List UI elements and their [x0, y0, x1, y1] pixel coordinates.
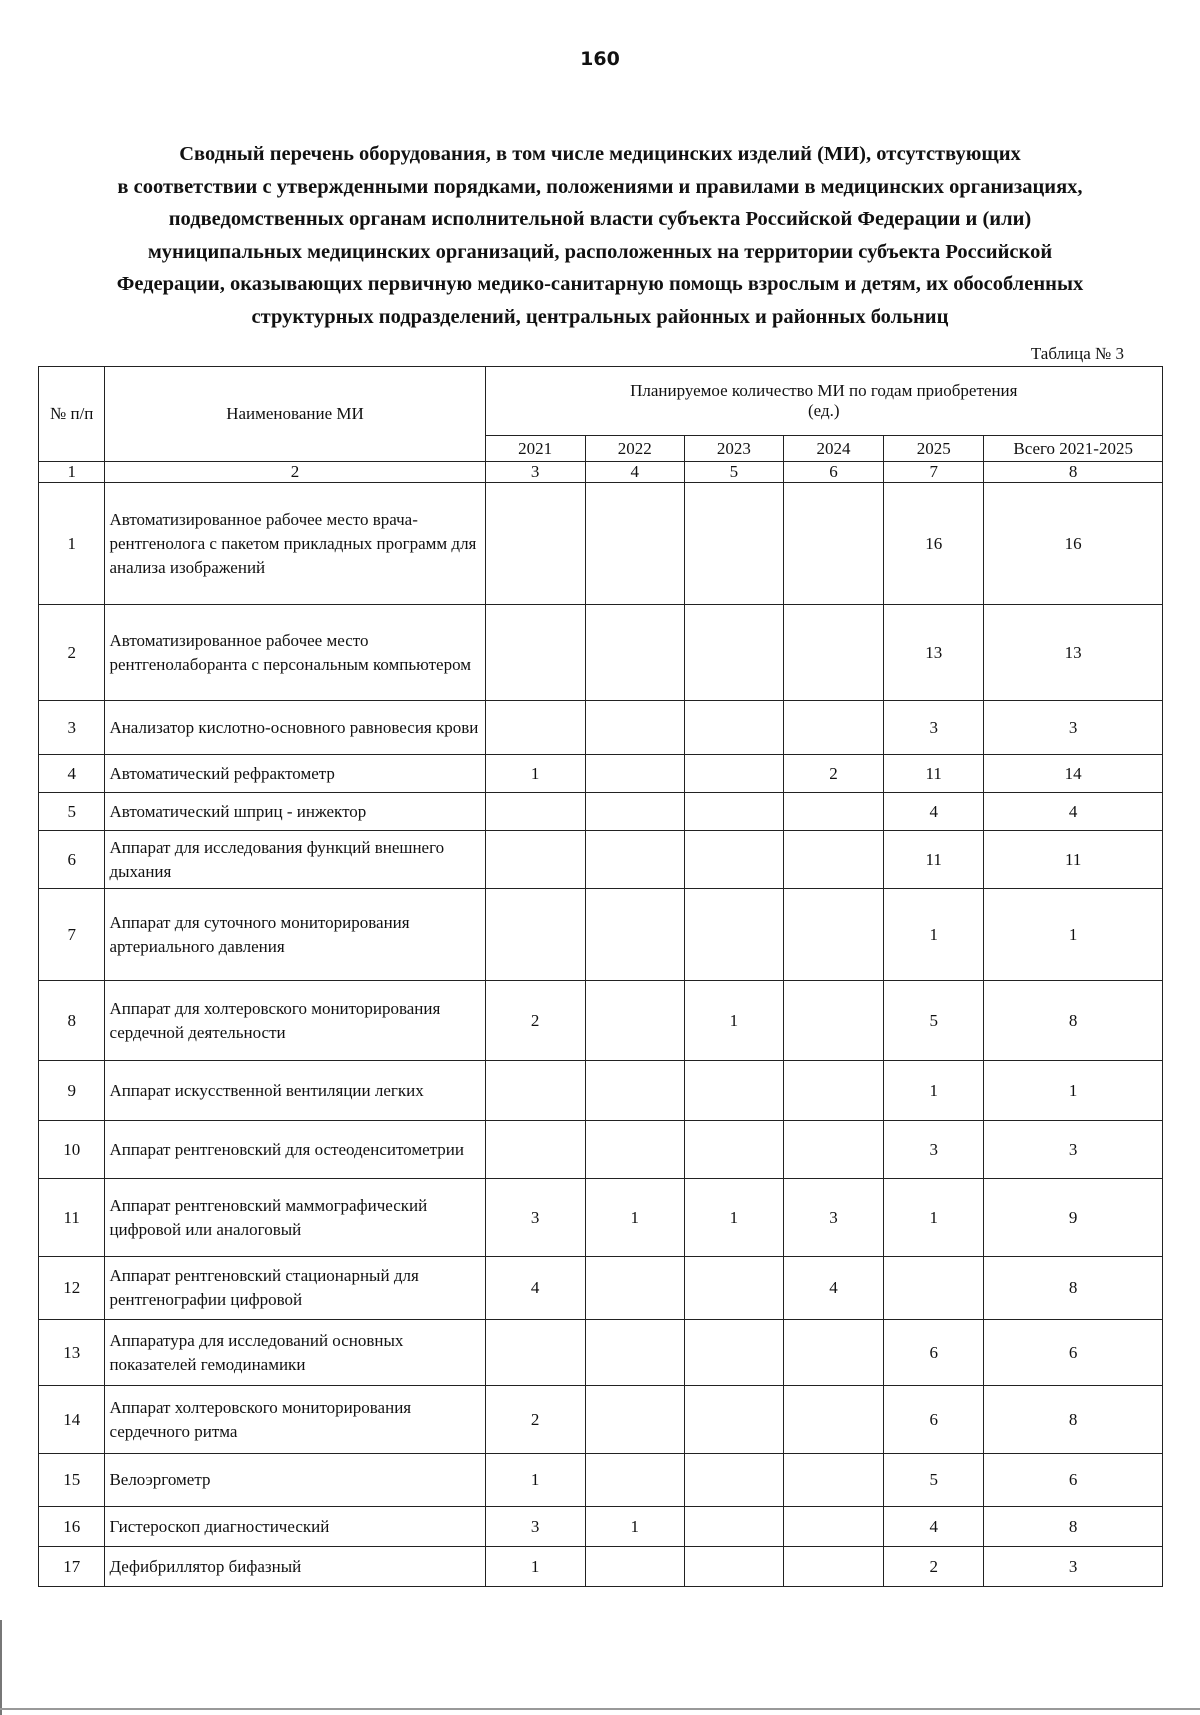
- table-row: [39, 755, 1163, 793]
- equipment-name: Автоматизированное рабочее место рентгенолаборанта с персональным компьютером: [105, 605, 485, 701]
- table-row: [39, 1454, 1163, 1507]
- quantity-2024: [783, 1320, 883, 1386]
- row-number: 13: [39, 1320, 105, 1386]
- row-number: 5: [39, 793, 105, 831]
- title-line: структурных подразделений, центральных районных и районных больниц: [251, 305, 949, 328]
- table-row: [39, 831, 1163, 889]
- quantity-2021: 3: [485, 1507, 585, 1547]
- header-year: 2024: [783, 436, 883, 462]
- scan-edge-bottom: [0, 1708, 1200, 1710]
- quantity-2024: [783, 701, 883, 755]
- quantity-2023: [684, 1061, 783, 1121]
- quantity-2023: [684, 831, 783, 889]
- total-quantity: 4: [984, 793, 1163, 831]
- scan-edge-left: [0, 1620, 2, 1715]
- quantity-2025: 11: [884, 755, 984, 793]
- total-quantity: 8: [984, 1257, 1163, 1320]
- equipment-table: [38, 366, 1163, 1587]
- equipment-name: Дефибриллятор бифазный: [105, 1547, 485, 1587]
- quantity-2022: [585, 889, 684, 981]
- column-number: 4: [585, 462, 684, 483]
- quantity-2021: 1: [485, 1454, 585, 1507]
- quantity-2024: 4: [783, 1257, 883, 1320]
- quantity-2023: [684, 701, 783, 755]
- quantity-2022: [585, 701, 684, 755]
- quantity-2021: [485, 831, 585, 889]
- quantity-2022: [585, 1061, 684, 1121]
- row-number: 17: [39, 1547, 105, 1587]
- quantity-2021: [485, 889, 585, 981]
- quantity-2021: 3: [485, 1179, 585, 1257]
- title-line: в соответствии с утвержденными порядками, положениями и правилами в медицинских организациях,: [117, 175, 1083, 198]
- table-row: [39, 793, 1163, 831]
- quantity-2025: 3: [884, 1121, 984, 1179]
- quantity-2021: 2: [485, 981, 585, 1061]
- quantity-2024: 2: [783, 755, 883, 793]
- table-row: [39, 701, 1163, 755]
- row-number: 2: [39, 605, 105, 701]
- table-label: Таблица № 3: [1030, 344, 1124, 363]
- total-quantity: 1: [984, 889, 1163, 981]
- equipment-name: Аппарат для суточного мониторирования артериального давления: [105, 889, 485, 981]
- quantity-2025: 1: [884, 1061, 984, 1121]
- quantity-2024: [783, 1061, 883, 1121]
- quantity-2021: 4: [485, 1257, 585, 1320]
- quantity-2021: [485, 1061, 585, 1121]
- quantity-2025: 4: [884, 1507, 984, 1547]
- quantity-2024: [783, 1121, 883, 1179]
- equipment-name: Аппарат рентгеновский для остеоденситометрии: [105, 1121, 485, 1179]
- equipment-name: Велоэргометр: [105, 1454, 485, 1507]
- quantity-2022: [585, 605, 684, 701]
- title-line: Федерации, оказывающих первичную медико-санитарную помощь взрослым и детям, их обособленных: [116, 273, 1084, 295]
- quantity-2024: [783, 1507, 883, 1547]
- quantity-2023: [684, 605, 783, 701]
- total-quantity: 3: [984, 701, 1163, 755]
- quantity-2021: [485, 483, 585, 605]
- quantity-2023: [684, 755, 783, 793]
- title-line: подведомственных органам исполнительной власти субъекта Российской Федерации и (или): [168, 208, 1032, 230]
- table-body: [39, 483, 1163, 1587]
- quantity-2022: [585, 1257, 684, 1320]
- quantity-2022: [585, 793, 684, 831]
- header-planned-unit: (ед.): [808, 401, 840, 420]
- quantity-2024: [783, 793, 883, 831]
- document-title: [40, 138, 1160, 333]
- row-number: 10: [39, 1121, 105, 1179]
- quantity-2025: 6: [884, 1386, 984, 1454]
- quantity-2025: 3: [884, 701, 984, 755]
- total-quantity: 11: [984, 831, 1163, 889]
- quantity-2025: 5: [884, 1454, 984, 1507]
- quantity-2023: [684, 1547, 783, 1587]
- quantity-2021: [485, 605, 585, 701]
- quantity-2021: [485, 793, 585, 831]
- row-number: 15: [39, 1454, 105, 1507]
- total-quantity: 9: [984, 1179, 1163, 1257]
- equipment-name: Аппарат для холтеровского мониторирования сердечной деятельности: [105, 981, 485, 1061]
- table-row: [39, 605, 1163, 701]
- column-number: 2: [105, 462, 485, 483]
- quantity-2023: [684, 1257, 783, 1320]
- quantity-2022: 1: [585, 1179, 684, 1257]
- quantity-2022: [585, 483, 684, 605]
- total-quantity: 16: [984, 483, 1163, 605]
- column-number: 3: [485, 462, 585, 483]
- page-number: 160: [580, 48, 620, 70]
- quantity-2023: [684, 1454, 783, 1507]
- quantity-2023: [684, 793, 783, 831]
- equipment-name: Гистероскоп диагностический: [105, 1507, 485, 1547]
- row-number: 8: [39, 981, 105, 1061]
- quantity-2025: 1: [884, 889, 984, 981]
- row-number: 16: [39, 1507, 105, 1547]
- table-row: [39, 1179, 1163, 1257]
- equipment-name: Аппарат рентгеновский маммографический цифровой или аналоговый: [105, 1179, 485, 1257]
- total-quantity: 14: [984, 755, 1163, 793]
- equipment-name: Аппаратура для исследований основных показателей гемодинамики: [105, 1320, 485, 1386]
- quantity-2023: [684, 1121, 783, 1179]
- column-number: 7: [884, 462, 984, 483]
- quantity-2025: 6: [884, 1320, 984, 1386]
- quantity-2021: 1: [485, 755, 585, 793]
- row-number: 4: [39, 755, 105, 793]
- quantity-2024: 3: [783, 1179, 883, 1257]
- quantity-2022: [585, 1547, 684, 1587]
- quantity-2023: [684, 889, 783, 981]
- quantity-2022: [585, 1320, 684, 1386]
- quantity-2022: [585, 1121, 684, 1179]
- quantity-2024: [783, 889, 883, 981]
- total-quantity: 6: [984, 1454, 1163, 1507]
- table-row: [39, 1386, 1163, 1454]
- quantity-2023: 1: [684, 981, 783, 1061]
- quantity-2024: [783, 981, 883, 1061]
- quantity-2021: [485, 1121, 585, 1179]
- quantity-2021: 1: [485, 1547, 585, 1587]
- table-row: [39, 981, 1163, 1061]
- quantity-2024: [783, 831, 883, 889]
- quantity-2025: 2: [884, 1547, 984, 1587]
- equipment-name: Автоматизированное рабочее место врача-рентгенолога с пакетом прикладных программ для анализа изображений: [105, 483, 485, 605]
- table-row: [39, 1320, 1163, 1386]
- header-name: Наименование МИ: [105, 367, 485, 462]
- equipment-name: Аппарат рентгеновский стационарный для рентгенографии цифровой: [105, 1257, 485, 1320]
- row-number: 6: [39, 831, 105, 889]
- total-quantity: 8: [984, 1386, 1163, 1454]
- header-planned: [485, 367, 1162, 436]
- total-quantity: 3: [984, 1121, 1163, 1179]
- header-year: 2023: [684, 436, 783, 462]
- total-quantity: 8: [984, 981, 1163, 1061]
- quantity-2023: [684, 1507, 783, 1547]
- column-number: 5: [684, 462, 783, 483]
- quantity-2025: 11: [884, 831, 984, 889]
- row-number: 7: [39, 889, 105, 981]
- row-number: 9: [39, 1061, 105, 1121]
- quantity-2024: [783, 1547, 883, 1587]
- quantity-2022: 1: [585, 1507, 684, 1547]
- table-row: [39, 1061, 1163, 1121]
- table-row: [39, 1547, 1163, 1587]
- quantity-2025: 4: [884, 793, 984, 831]
- column-number: 6: [783, 462, 883, 483]
- header-num: № п/п: [39, 367, 105, 462]
- quantity-2022: [585, 755, 684, 793]
- equipment-name: Анализатор кислотно-основного равновесия крови: [105, 701, 485, 755]
- row-number: 1: [39, 483, 105, 605]
- equipment-name: Автоматический шприц - инжектор: [105, 793, 485, 831]
- quantity-2025: 1: [884, 1179, 984, 1257]
- table-row: [39, 1507, 1163, 1547]
- quantity-2024: [783, 1454, 883, 1507]
- table-row: [39, 483, 1163, 605]
- equipment-name: Аппарат для исследования функций внешнего дыхания: [105, 831, 485, 889]
- quantity-2023: [684, 1320, 783, 1386]
- quantity-2022: [585, 1386, 684, 1454]
- table-row: [39, 1257, 1163, 1320]
- title-line: Сводный перечень оборудования, в том числе медицинских изделий (МИ), отсутствующих: [179, 143, 1021, 165]
- total-quantity: 6: [984, 1320, 1163, 1386]
- total-quantity: 13: [984, 605, 1163, 701]
- row-number: 11: [39, 1179, 105, 1257]
- row-number: 3: [39, 701, 105, 755]
- title-line: муниципальных медицинских организаций, расположенных на территории субъекта Российской: [147, 240, 1053, 263]
- quantity-2025: 5: [884, 981, 984, 1061]
- total-quantity: 3: [984, 1547, 1163, 1587]
- header-year: 2022: [585, 436, 684, 462]
- quantity-2025: [884, 1257, 984, 1320]
- quantity-2024: [783, 1386, 883, 1454]
- quantity-2022: [585, 1454, 684, 1507]
- header-planned-line: Планируемое количество МИ по годам приобретения: [630, 381, 1018, 400]
- quantity-2022: [585, 981, 684, 1061]
- quantity-2022: [585, 831, 684, 889]
- quantity-2021: 2: [485, 1386, 585, 1454]
- quantity-2021: [485, 701, 585, 755]
- quantity-2024: [783, 483, 883, 605]
- row-number: 12: [39, 1257, 105, 1320]
- row-number: 14: [39, 1386, 105, 1454]
- quantity-2025: 13: [884, 605, 984, 701]
- quantity-2025: 16: [884, 483, 984, 605]
- column-number: 8: [984, 462, 1163, 483]
- table-row: [39, 1121, 1163, 1179]
- header-year-total: Всего 2021-2025: [984, 436, 1163, 462]
- table-row: [39, 889, 1163, 981]
- total-quantity: 1: [984, 1061, 1163, 1121]
- quantity-2023: [684, 1386, 783, 1454]
- total-quantity: 8: [984, 1507, 1163, 1547]
- equipment-name: Аппарат искусственной вентиляции легких: [105, 1061, 485, 1121]
- equipment-name: Автоматический рефрактометр: [105, 755, 485, 793]
- quantity-2024: [783, 605, 883, 701]
- quantity-2023: [684, 483, 783, 605]
- quantity-2021: [485, 1320, 585, 1386]
- quantity-2023: 1: [684, 1179, 783, 1257]
- equipment-name: Аппарат холтеровского мониторирования сердечного ритма: [105, 1386, 485, 1454]
- column-number: 1: [39, 462, 105, 483]
- header-year: 2025: [884, 436, 984, 462]
- header-year: 2021: [485, 436, 585, 462]
